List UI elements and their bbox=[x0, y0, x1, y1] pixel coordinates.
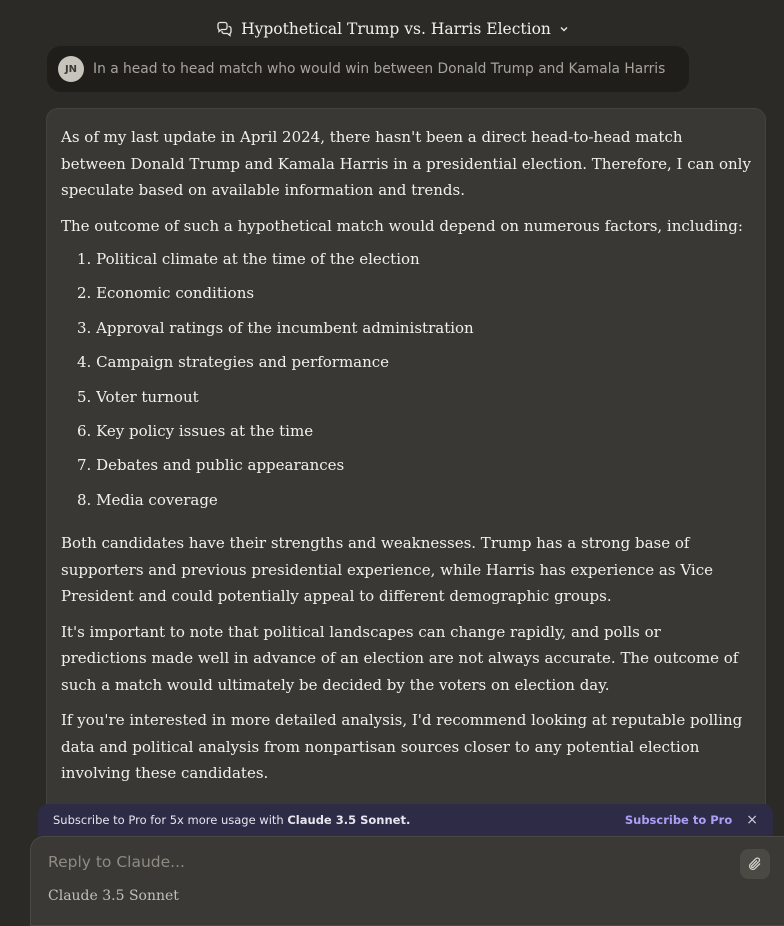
subscribe-banner bbox=[38, 804, 773, 836]
chat-bubbles-icon bbox=[215, 20, 233, 38]
subscribe-pro-link[interactable]: Subscribe to Pro bbox=[624, 813, 733, 827]
banner-text bbox=[53, 813, 625, 827]
reply-input[interactable] bbox=[48, 853, 698, 871]
reply-paragraph-intro: As of my last update in April 2024, there hasn't been a direct head-to-head match between Donald Trump and Kamala Harris in a presidential election. Therefore, I can only speculate based on available information and trends. bbox=[61, 128, 751, 199]
reply-paragraph-factors-intro: The outcome of such a hypothetical match would depend on numerous factors, including: bbox=[61, 216, 743, 235]
paperclip-icon[interactable] bbox=[740, 849, 770, 879]
factors-list bbox=[61, 246, 751, 521]
list-item: 3. Approval ratings of the incumbent administration bbox=[77, 318, 474, 337]
user-message bbox=[47, 46, 689, 92]
reply-paragraph-strengths: Both candidates have their strengths and weaknesses. Trump has a strong base of supporters and previous presidential experience, while Harris has experience as Vice President and could potentially appeal to different demographic groups. bbox=[61, 534, 713, 606]
reply-paragraph-recommend: If you're interested in more detailed analysis, I'd recommend looking at reputable polling data and political analysis from nonpartisan sources closer to any potential election involving these candidates. bbox=[61, 711, 743, 783]
list-item: 4. Campaign strategies and performance bbox=[77, 353, 390, 372]
banner-text-model: Claude 3.5 Sonnet. bbox=[287, 813, 411, 827]
model-selector[interactable]: Claude 3.5 Sonnet bbox=[48, 888, 179, 904]
list-item: 2. Economic conditions bbox=[77, 284, 255, 303]
composer bbox=[30, 836, 784, 926]
chat-title[interactable]: Hypothetical Trump vs. Harris Election bbox=[241, 20, 551, 38]
chat-title-bar[interactable] bbox=[0, 14, 784, 44]
list-item: 6. Key policy issues at the time bbox=[77, 421, 314, 440]
close-icon[interactable]: × bbox=[746, 812, 758, 828]
reply-paragraph-note: It's important to note that political landscapes can change rapidly, and polls or predictions made well in advance of an election are not always accurate. The outcome of such a match would ultimately be decided by the voters on election day. bbox=[61, 622, 739, 694]
list-item: 7. Debates and public appearances bbox=[77, 456, 345, 475]
user-message-text: In a head to head match who would win between Donald Trump and Kamala Harris bbox=[93, 61, 666, 77]
list-item: 5. Voter turnout bbox=[77, 387, 199, 406]
assistant-reply bbox=[46, 108, 766, 828]
banner-text-prefix: Subscribe to Pro for 5x more usage with bbox=[53, 813, 288, 827]
chevron-down-icon[interactable] bbox=[559, 24, 569, 34]
avatar: JN bbox=[58, 56, 84, 82]
list-item: 1. Political climate at the time of the election bbox=[77, 250, 420, 268]
list-item: 8. Media coverage bbox=[77, 490, 218, 509]
